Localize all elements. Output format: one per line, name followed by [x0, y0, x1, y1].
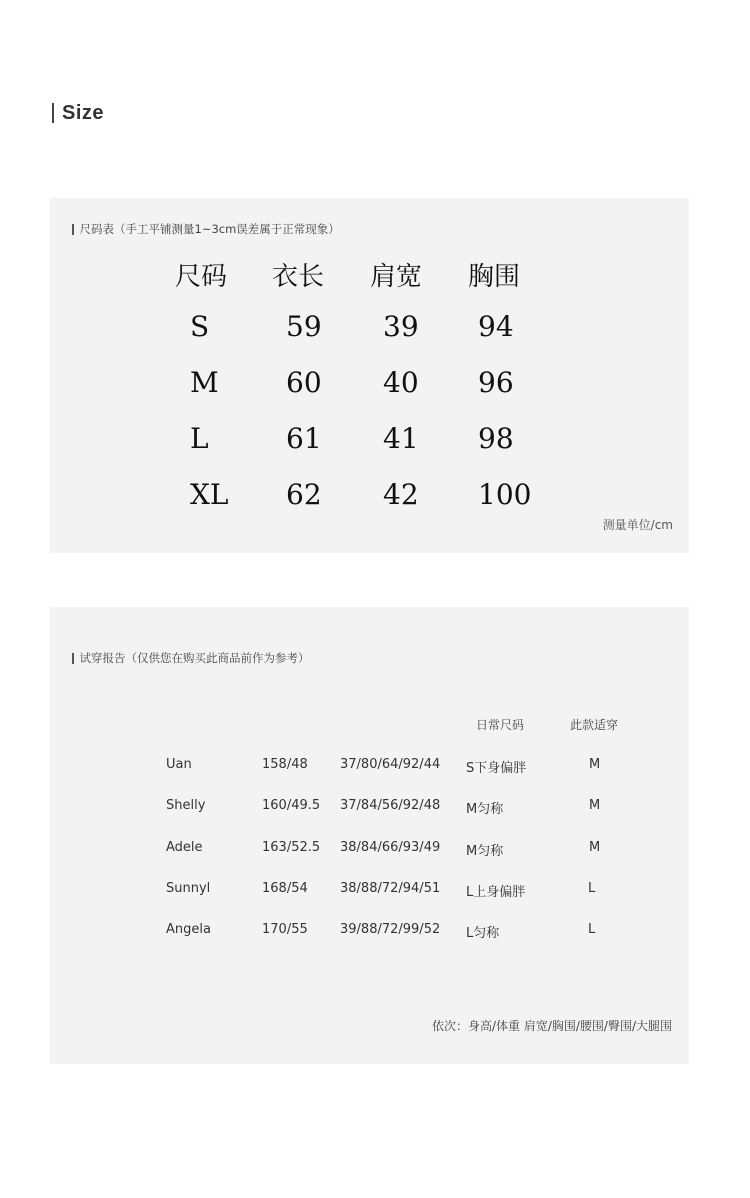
daily-size: L匀称 — [466, 926, 500, 941]
size-table — [50, 198, 689, 553]
body-measurements: 37/84/56/92/48 — [340, 798, 441, 813]
body-measurements: 39/88/72/99/52 — [340, 922, 441, 937]
height-weight: 158/48 — [262, 757, 308, 772]
section-title — [52, 100, 104, 126]
heading-bar — [72, 653, 74, 664]
fit-report-panel — [50, 607, 689, 1064]
size-cell: 62 — [286, 478, 322, 511]
size-cell: M — [190, 366, 219, 399]
fit-size: M — [589, 798, 601, 813]
size-cell: 94 — [478, 310, 514, 343]
size-cell: 40 — [383, 366, 419, 399]
fit-col-header: 此款适穿 — [570, 718, 619, 732]
tester-name: Uan — [166, 757, 192, 772]
size-chart-heading-text: 尺码表（手工平铺测量1~3cm误差属于正常现象） — [79, 222, 340, 236]
size-col-header: 衣长 — [272, 262, 325, 292]
height-weight: 163/52.5 — [262, 840, 321, 855]
size-chart-panel — [50, 198, 689, 553]
size-cell: 59 — [286, 310, 322, 343]
size-cell: XL — [190, 478, 229, 511]
daily-size: M匀称 — [466, 802, 504, 817]
section-title-text: Size — [62, 101, 105, 124]
fit-size: L — [588, 922, 596, 937]
size-cell: 100 — [478, 478, 532, 511]
tester-name: Shelly — [166, 798, 206, 813]
fit-size: L — [588, 881, 596, 896]
size-col-header: 肩宽 — [370, 262, 423, 292]
unit-note: 测量单位/cm — [602, 518, 673, 532]
size-cell: 42 — [383, 478, 419, 511]
size-col-header: 胸围 — [468, 262, 521, 292]
size-cell: L — [190, 422, 209, 455]
height-weight: 168/54 — [262, 881, 308, 896]
size-cell: S — [190, 310, 210, 343]
size-col-header: 尺码 — [175, 262, 228, 292]
size-cell: 98 — [478, 422, 514, 455]
height-weight: 160/49.5 — [262, 798, 321, 813]
daily-size: M匀称 — [466, 844, 504, 859]
body-measurements: 38/84/66/93/49 — [340, 840, 441, 855]
daily-size: S下身偏胖 — [466, 761, 527, 776]
tester-name: Sunnyl — [166, 881, 211, 896]
body-measurements: 37/80/64/92/44 — [340, 757, 441, 772]
fit-report-heading — [72, 650, 310, 666]
size-cell: 39 — [383, 310, 419, 343]
size-cell: 60 — [286, 366, 322, 399]
daily-size: L上身偏胖 — [466, 885, 526, 900]
fit-size: M — [589, 840, 601, 855]
title-bar — [52, 103, 54, 123]
tester-name: Adele — [166, 840, 203, 855]
size-cell: 96 — [478, 366, 514, 399]
fit-report-heading-text: 试穿报告（仅供您在购买此商品前作为参考） — [79, 651, 310, 665]
measurement-order-note: 依次：身高/体重 肩宽/胸围/腰围/臀围/大腿围 — [431, 1019, 672, 1033]
size-cell: 41 — [383, 422, 419, 455]
size-cell: 61 — [286, 422, 322, 455]
fit-col-header: 日常尺码 — [476, 718, 525, 732]
height-weight: 170/55 — [262, 922, 308, 937]
body-measurements: 38/88/72/94/51 — [340, 881, 441, 896]
fit-size: M — [589, 757, 601, 772]
tester-name: Angela — [166, 922, 211, 937]
